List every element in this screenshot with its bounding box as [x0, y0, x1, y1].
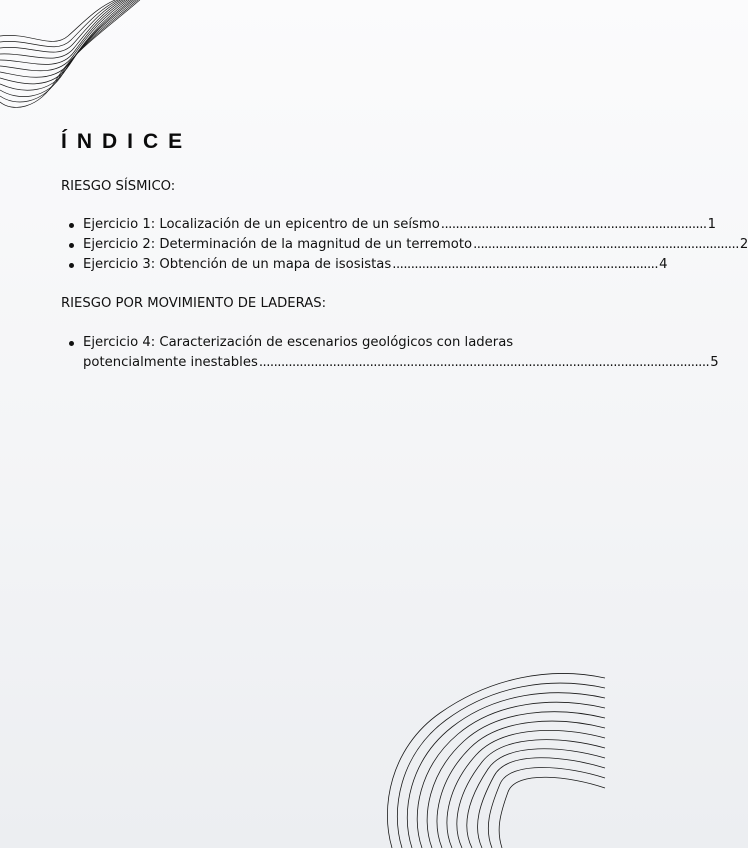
toc-list-riesgo-laderas	[61, 333, 719, 373]
toc-entry-ejercicio-3[interactable]	[61, 255, 668, 275]
section-heading-riesgo-laderas: RIESGO POR MOVIMIENTO DE LADERAS:	[61, 296, 327, 311]
toc-entry-text-line2: potencialmente inestables	[83, 355, 258, 370]
toc-page-number: 2	[739, 237, 748, 252]
toc-entry-text: Ejercicio 1: Localización de un epicentro de un seísmo	[83, 217, 440, 232]
toc-entry-ejercicio-1[interactable]	[61, 215, 716, 235]
toc-entry-ejercicio-4[interactable]	[61, 333, 719, 373]
toc-page-number: 4	[659, 257, 668, 272]
contour-lines-decoration	[380, 658, 600, 848]
dot-leader: ........................................................................	[392, 257, 659, 272]
toc-entry-ejercicio-2[interactable]	[61, 235, 748, 255]
toc-entry-text: Ejercicio 2: Determinación de la magnitud de un terremoto	[83, 237, 473, 252]
toc-page-number: 5	[710, 355, 719, 370]
section-heading-riesgo-sismico: RIESGO SÍSMICO:	[61, 179, 176, 194]
wave-lines-decoration	[0, 0, 130, 115]
dot-leader: ........................................................................	[440, 217, 707, 232]
bullet-icon	[69, 341, 74, 346]
toc-page-number: 1	[707, 217, 716, 232]
toc-entry-text-line1: Ejercicio 4: Caracterización de escenarios geológicos con laderas	[83, 335, 514, 350]
bullet-icon	[69, 263, 74, 268]
page-title: ÍNDICE	[61, 130, 193, 153]
bullet-icon	[69, 223, 74, 228]
dot-leader: ........................................................................	[473, 237, 739, 252]
toc-entry-text: Ejercicio 3: Obtención de un mapa de isosistas	[83, 257, 392, 272]
toc-list-riesgo-sismico	[61, 215, 748, 275]
dot-leader: ..........................................................................................................................	[258, 355, 710, 370]
bullet-icon	[69, 243, 74, 248]
